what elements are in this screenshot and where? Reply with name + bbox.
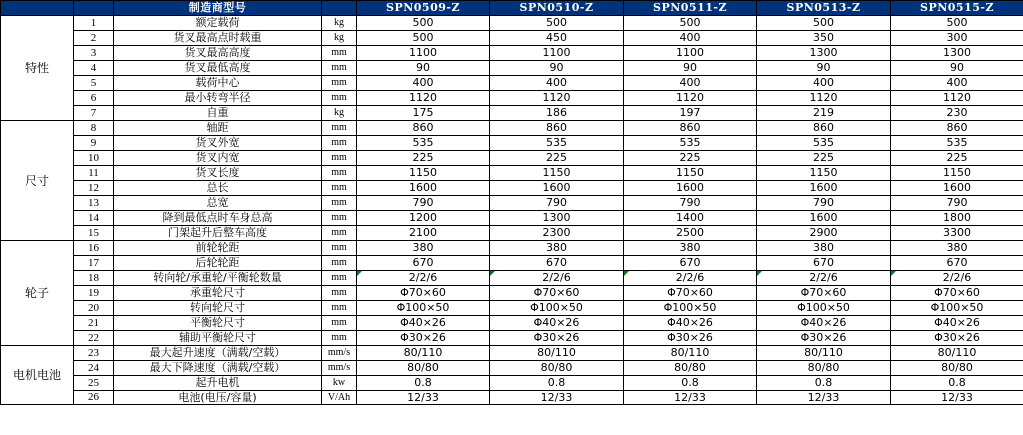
value-cell: 80/110 [624, 346, 757, 361]
value-cell: 1600 [757, 211, 891, 226]
item-name: 门架起升后整车高度 [114, 226, 322, 241]
value-cell: 500 [891, 16, 1023, 31]
value-cell: 1300 [891, 46, 1023, 61]
value-cell: 1600 [357, 181, 490, 196]
value-cell: 80/80 [357, 361, 490, 376]
value-cell: 400 [624, 76, 757, 91]
value-cell: 80/80 [490, 361, 624, 376]
value-cell: 1300 [490, 211, 624, 226]
value-cell: 860 [757, 121, 891, 136]
value-cell: 0.8 [891, 376, 1023, 391]
value-cell: Φ70×60 [891, 286, 1023, 301]
value-cell: 380 [891, 241, 1023, 256]
value-cell: 225 [624, 151, 757, 166]
value-cell: Φ30×26 [757, 331, 891, 346]
row-number: 19 [74, 286, 114, 301]
row-number: 13 [74, 196, 114, 211]
unit-cell: mm [322, 136, 357, 151]
value-cell: Φ30×26 [490, 331, 624, 346]
unit-cell: kw [322, 376, 357, 391]
unit-cell: mm [322, 301, 357, 316]
unit-cell: mm [322, 316, 357, 331]
value-cell: 1800 [891, 211, 1023, 226]
row-number: 14 [74, 211, 114, 226]
value-cell: 500 [757, 16, 891, 31]
value-cell: 1600 [891, 181, 1023, 196]
value-cell: 90 [624, 61, 757, 76]
value-cell: 400 [357, 76, 490, 91]
value-cell: 0.8 [490, 376, 624, 391]
item-name: 辅助平衡轮尺寸 [114, 331, 322, 346]
item-name: 货叉内宽 [114, 151, 322, 166]
value-cell: 790 [891, 196, 1023, 211]
value-cell: 1600 [490, 181, 624, 196]
value-cell: 225 [357, 151, 490, 166]
value-cell: 0.8 [757, 376, 891, 391]
table-row [1, 196, 1023, 211]
value-cell: 1120 [757, 91, 891, 106]
spec-table-body [1, 16, 1023, 405]
value-cell: 1300 [757, 46, 891, 61]
unit-cell: mm [322, 166, 357, 181]
value-cell: 450 [490, 31, 624, 46]
table-row [1, 361, 1023, 376]
value-cell: Φ100×50 [624, 301, 757, 316]
unit-cell: mm [322, 181, 357, 196]
value-cell: 500 [357, 16, 490, 31]
value-cell: 1150 [624, 166, 757, 181]
row-number: 8 [74, 121, 114, 136]
unit-cell: mm [322, 46, 357, 61]
value-cell: 230 [891, 106, 1023, 121]
value-cell: Φ70×60 [757, 286, 891, 301]
row-number: 24 [74, 361, 114, 376]
unit-cell: mm [322, 121, 357, 136]
value-cell: Φ30×26 [357, 331, 490, 346]
item-name: 转向轮/承重轮/平衡轮数量 [114, 271, 322, 286]
table-row [1, 256, 1023, 271]
value-cell: 197 [624, 106, 757, 121]
value-cell: 300 [891, 31, 1023, 46]
value-cell: 2/2/6 [624, 271, 757, 286]
row-number: 23 [74, 346, 114, 361]
value-cell: 12/33 [624, 391, 757, 405]
table-row [1, 106, 1023, 121]
value-cell: 1120 [357, 91, 490, 106]
table-row [1, 286, 1023, 301]
table-row [1, 271, 1023, 286]
unit-cell: mm [322, 331, 357, 346]
value-cell: Φ40×26 [624, 316, 757, 331]
group-label: 轮子 [1, 241, 74, 346]
table-row [1, 121, 1023, 136]
value-cell: 12/33 [357, 391, 490, 405]
value-cell: 3300 [891, 226, 1023, 241]
value-cell: 1200 [357, 211, 490, 226]
value-cell: 860 [624, 121, 757, 136]
unit-cell: mm [322, 196, 357, 211]
table-row [1, 241, 1023, 256]
value-cell: 1120 [624, 91, 757, 106]
value-cell: 1100 [357, 46, 490, 61]
unit-cell: mm [322, 76, 357, 91]
unit-cell: mm/s [322, 346, 357, 361]
value-cell: 1100 [624, 46, 757, 61]
table-row [1, 136, 1023, 151]
unit-cell: kg [322, 106, 357, 121]
value-cell: Φ30×26 [624, 331, 757, 346]
item-name: 总长 [114, 181, 322, 196]
table-row [1, 16, 1023, 31]
header-blank-cell [322, 1, 357, 16]
item-name: 自重 [114, 106, 322, 121]
table-row [1, 376, 1023, 391]
item-name: 前轮轮距 [114, 241, 322, 256]
item-name: 载荷中心 [114, 76, 322, 91]
value-cell: Φ70×60 [357, 286, 490, 301]
value-cell: 2900 [757, 226, 891, 241]
row-number: 4 [74, 61, 114, 76]
value-cell: 0.8 [357, 376, 490, 391]
item-name: 货叉长度 [114, 166, 322, 181]
value-cell: 380 [357, 241, 490, 256]
value-cell: 500 [490, 16, 624, 31]
value-cell: 90 [357, 61, 490, 76]
value-cell: Φ70×60 [624, 286, 757, 301]
table-row [1, 166, 1023, 181]
value-cell: Φ100×50 [490, 301, 624, 316]
value-cell: 860 [357, 121, 490, 136]
value-cell: 225 [490, 151, 624, 166]
unit-cell: kg [322, 16, 357, 31]
value-cell: 1150 [357, 166, 490, 181]
value-cell: 670 [624, 256, 757, 271]
row-number: 20 [74, 301, 114, 316]
item-name: 降到最低点时车身总高 [114, 211, 322, 226]
value-cell: 500 [624, 16, 757, 31]
value-cell: Φ40×26 [891, 316, 1023, 331]
value-cell: 1150 [490, 166, 624, 181]
value-cell: Φ40×26 [357, 316, 490, 331]
row-number: 26 [74, 391, 114, 405]
row-number: 15 [74, 226, 114, 241]
value-cell: 1150 [891, 166, 1023, 181]
item-name: 后轮轮距 [114, 256, 322, 271]
value-cell: 400 [757, 76, 891, 91]
item-name: 货叉外宽 [114, 136, 322, 151]
item-name: 额定载荷 [114, 16, 322, 31]
value-cell: 80/80 [891, 361, 1023, 376]
value-cell: 2100 [357, 226, 490, 241]
value-cell: 350 [757, 31, 891, 46]
value-cell: 670 [490, 256, 624, 271]
unit-cell: mm [322, 286, 357, 301]
value-cell: 2300 [490, 226, 624, 241]
unit-cell: mm [322, 61, 357, 76]
row-number: 1 [74, 16, 114, 31]
value-cell: 2/2/6 [357, 271, 490, 286]
row-number: 17 [74, 256, 114, 271]
group-label: 电机电池 [1, 346, 74, 405]
value-cell: 860 [891, 121, 1023, 136]
value-cell: 535 [357, 136, 490, 151]
item-name: 货叉最高点时载重 [114, 31, 322, 46]
value-cell: 80/110 [490, 346, 624, 361]
row-number: 25 [74, 376, 114, 391]
unit-cell: mm [322, 256, 357, 271]
value-cell: Φ40×26 [757, 316, 891, 331]
row-number: 2 [74, 31, 114, 46]
value-cell: Φ30×26 [891, 331, 1023, 346]
unit-cell: mm [322, 151, 357, 166]
value-cell: 225 [757, 151, 891, 166]
table-row [1, 316, 1023, 331]
value-cell: 175 [357, 106, 490, 121]
table-row [1, 346, 1023, 361]
item-name: 货叉最低高度 [114, 61, 322, 76]
header-title: 制造商型号 [114, 1, 322, 16]
table-row [1, 301, 1023, 316]
table-row [1, 151, 1023, 166]
item-name: 起升电机 [114, 376, 322, 391]
value-cell: 12/33 [757, 391, 891, 405]
unit-cell: kg [322, 31, 357, 46]
value-cell: 670 [757, 256, 891, 271]
value-cell: Φ70×60 [490, 286, 624, 301]
value-cell: 535 [757, 136, 891, 151]
value-cell: 2/2/6 [891, 271, 1023, 286]
item-name: 货叉最高高度 [114, 46, 322, 61]
value-cell: 380 [757, 241, 891, 256]
row-number: 18 [74, 271, 114, 286]
value-cell: 670 [891, 256, 1023, 271]
value-cell: 90 [891, 61, 1023, 76]
value-cell: 380 [624, 241, 757, 256]
value-cell: 1120 [891, 91, 1023, 106]
header-blank-cell [74, 1, 114, 16]
model-header: SPN0509-Z [357, 1, 490, 16]
table-row [1, 31, 1023, 46]
group-label: 尺寸 [1, 121, 74, 241]
value-cell: 860 [490, 121, 624, 136]
value-cell: 0.8 [624, 376, 757, 391]
value-cell: 790 [357, 196, 490, 211]
row-number: 10 [74, 151, 114, 166]
model-header: SPN0511-Z [624, 1, 757, 16]
value-cell: 90 [490, 61, 624, 76]
value-cell: 80/110 [357, 346, 490, 361]
value-cell: Φ100×50 [757, 301, 891, 316]
row-number: 21 [74, 316, 114, 331]
item-name: 平衡轮尺寸 [114, 316, 322, 331]
item-name: 转向轮尺寸 [114, 301, 322, 316]
value-cell: Φ100×50 [357, 301, 490, 316]
value-cell: Φ40×26 [490, 316, 624, 331]
value-cell: 2/2/6 [490, 271, 624, 286]
value-cell: 219 [757, 106, 891, 121]
row-number: 6 [74, 91, 114, 106]
value-cell: 90 [757, 61, 891, 76]
row-number: 9 [74, 136, 114, 151]
value-cell: 1600 [757, 181, 891, 196]
row-number: 5 [74, 76, 114, 91]
row-number: 16 [74, 241, 114, 256]
value-cell: 670 [357, 256, 490, 271]
item-name: 最大起升速度（满载/空载） [114, 346, 322, 361]
row-number: 12 [74, 181, 114, 196]
model-header: SPN0510-Z [490, 1, 624, 16]
value-cell: 80/80 [624, 361, 757, 376]
model-header: SPN0515-Z [891, 1, 1023, 16]
item-name: 轴距 [114, 121, 322, 136]
table-row [1, 211, 1023, 226]
table-row [1, 226, 1023, 241]
table-row [1, 76, 1023, 91]
value-cell: 1600 [624, 181, 757, 196]
value-cell: 1150 [757, 166, 891, 181]
value-cell: 12/33 [891, 391, 1023, 405]
row-number: 7 [74, 106, 114, 121]
value-cell: 400 [490, 76, 624, 91]
value-cell: 500 [357, 31, 490, 46]
item-name: 最大下降速度（满载/空载） [114, 361, 322, 376]
item-name: 电池(电压/容量) [114, 391, 322, 405]
unit-cell: V/Ah [322, 391, 357, 405]
value-cell: 535 [891, 136, 1023, 151]
table-row [1, 91, 1023, 106]
value-cell: Φ100×50 [891, 301, 1023, 316]
value-cell: 790 [624, 196, 757, 211]
unit-cell: mm [322, 241, 357, 256]
table-row [1, 391, 1023, 405]
group-label: 特性 [1, 16, 74, 121]
value-cell: 790 [757, 196, 891, 211]
header-row [1, 1, 1023, 16]
row-number: 3 [74, 46, 114, 61]
value-cell: 225 [891, 151, 1023, 166]
table-row [1, 46, 1023, 61]
row-number: 22 [74, 331, 114, 346]
value-cell: 2500 [624, 226, 757, 241]
value-cell: 400 [624, 31, 757, 46]
header-blank-cell [1, 1, 74, 16]
value-cell: 535 [490, 136, 624, 151]
model-header: SPN0513-Z [757, 1, 891, 16]
table-row [1, 61, 1023, 76]
row-number: 11 [74, 166, 114, 181]
value-cell: 2/2/6 [757, 271, 891, 286]
value-cell: 12/33 [490, 391, 624, 405]
value-cell: 80/80 [757, 361, 891, 376]
unit-cell: mm [322, 271, 357, 286]
value-cell: 1400 [624, 211, 757, 226]
value-cell: 400 [891, 76, 1023, 91]
table-row [1, 331, 1023, 346]
value-cell: 80/110 [891, 346, 1023, 361]
item-name: 最小转弯半径 [114, 91, 322, 106]
unit-cell: mm [322, 211, 357, 226]
value-cell: 186 [490, 106, 624, 121]
unit-cell: mm [322, 91, 357, 106]
value-cell: 1100 [490, 46, 624, 61]
value-cell: 1120 [490, 91, 624, 106]
value-cell: 790 [490, 196, 624, 211]
unit-cell: mm [322, 226, 357, 241]
unit-cell: mm/s [322, 361, 357, 376]
value-cell: 535 [624, 136, 757, 151]
value-cell: 380 [490, 241, 624, 256]
item-name: 总宽 [114, 196, 322, 211]
item-name: 承重轮尺寸 [114, 286, 322, 301]
value-cell: 80/110 [757, 346, 891, 361]
table-row [1, 181, 1023, 196]
